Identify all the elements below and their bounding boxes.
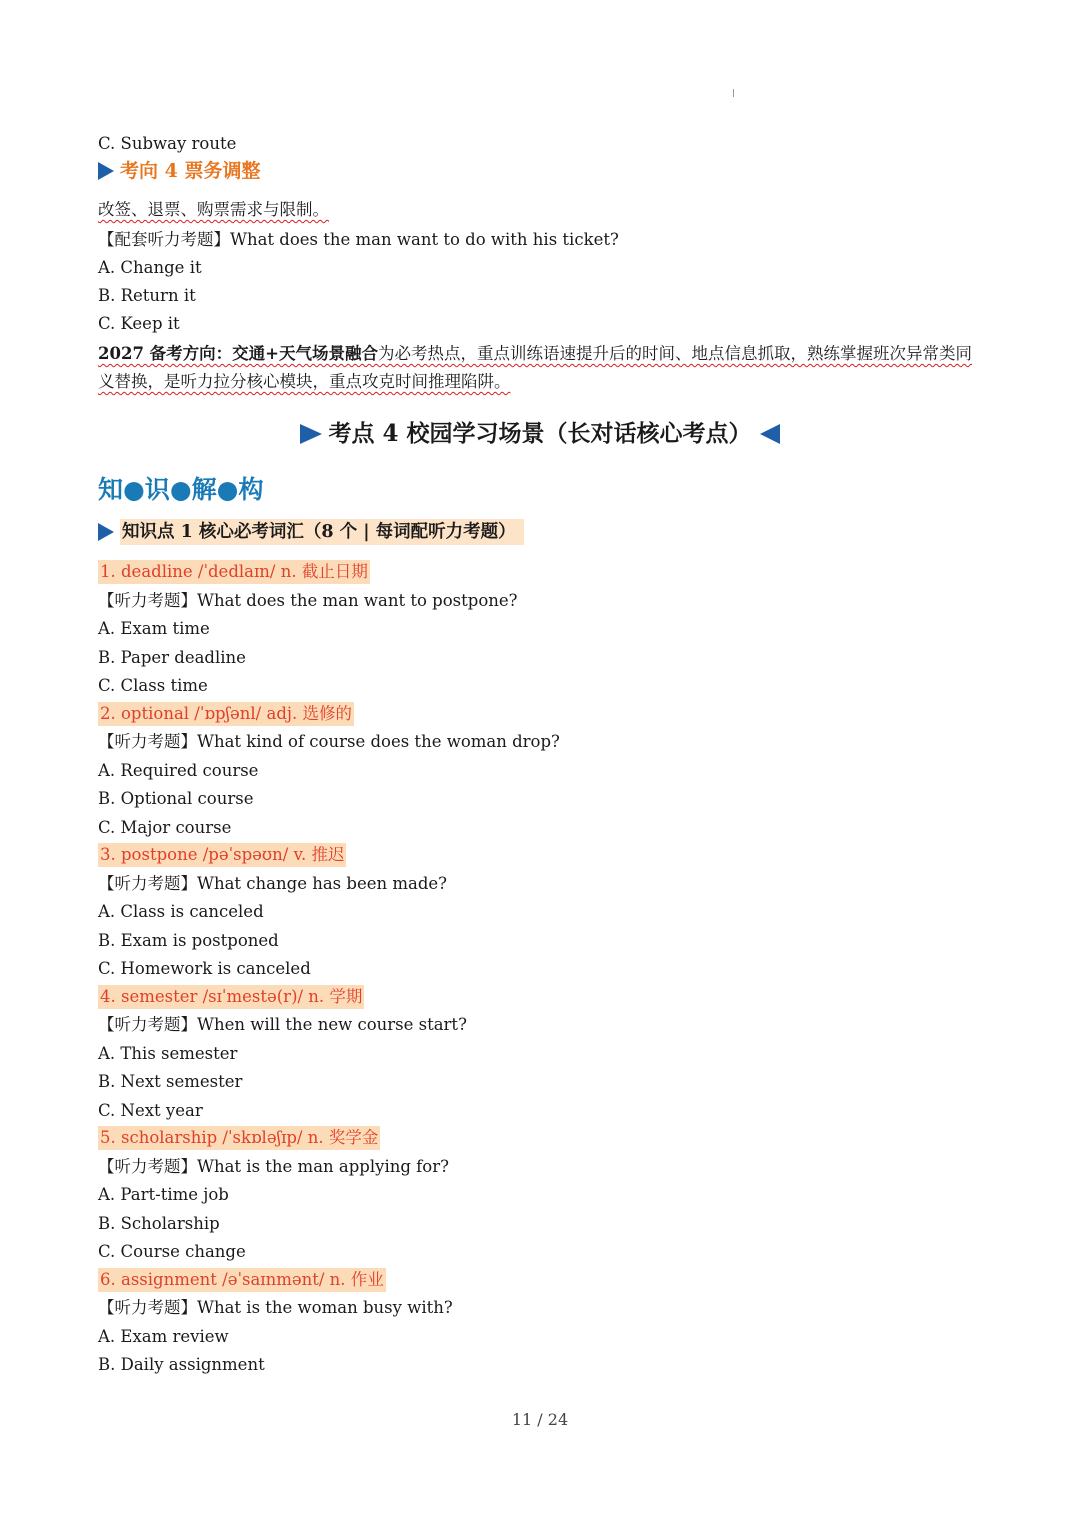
subtopic-4-option-b: B. Return it — [98, 286, 196, 305]
triangle-right-icon — [98, 523, 114, 541]
prev-option: C. Subway route — [98, 134, 237, 153]
page-mark — [733, 89, 734, 97]
subtopic-4-option-c: C. Keep it — [98, 314, 180, 333]
vocab-question: 【听力考题】What kind of course does the woman drop? — [98, 732, 560, 751]
vocab-question: 【听力考题】What does the man want to postpone? — [98, 591, 518, 610]
vocab-option: A. Class is canceled — [98, 902, 264, 921]
vocab-option: B. Next semester — [98, 1072, 243, 1091]
section-title: 考点 4 校园学习场景（长对话核心考点） — [328, 420, 752, 447]
vocab-term: 3. postpone /pəˈspəʊn/ v. 推迟 — [98, 843, 346, 867]
vocab-option: C. Homework is canceled — [98, 959, 311, 978]
vocab-option: A. This semester — [98, 1044, 238, 1063]
vocab-option: C. Course change — [98, 1242, 246, 1261]
triangle-left-icon — [760, 424, 780, 444]
vocab-question: 【听力考题】When will the new course start? — [98, 1015, 467, 1034]
vocab-option: C. Class time — [98, 676, 208, 695]
vocab-option: A. Part-time job — [98, 1185, 229, 1204]
strategy-bold: 2027 备考方向：交通+天气场景融合 — [98, 344, 378, 363]
vocab-term: 6. assignment /əˈsaɪnmənt/ n. 作业 — [98, 1268, 386, 1292]
subtopic-4-title: 考向 4 票务调整 — [120, 160, 261, 182]
vocab-term: 5. scholarship /ˈskɒləʃɪp/ n. 奖学金 — [98, 1126, 380, 1150]
strategy-note — [98, 340, 988, 396]
subtopic-4-question: 【配套听力考题】What does the man want to do with his ticket? — [98, 230, 619, 249]
triangle-right-icon — [300, 424, 322, 444]
subtopic-4-desc: 改签、退票、购票需求与限制。 — [98, 200, 329, 219]
vocab-term: 4. semester /sɪˈmestə(r)/ n. 学期 — [98, 985, 364, 1009]
vocab-option: A. Exam time — [98, 619, 210, 638]
subtopic-4-option-a: A. Change it — [98, 258, 202, 277]
vocab-option: A. Required course — [98, 761, 259, 780]
vocab-question: 【听力考题】What is the man applying for? — [98, 1157, 449, 1176]
vocab-option: C. Major course — [98, 818, 232, 837]
vocab-option: B. Exam is postponed — [98, 931, 279, 950]
vocab-option: A. Exam review — [98, 1327, 229, 1346]
vocab-option: B. Daily assignment — [98, 1355, 265, 1374]
vocab-term: 2. optional /ˈɒpʃənl/ adj. 选修的 — [98, 702, 354, 726]
subtopic-4-heading — [98, 158, 260, 184]
knowledge-title: 知●识●解●构 — [98, 475, 264, 504]
vocab-option: C. Next year — [98, 1101, 203, 1120]
vocab-term: 1. deadline /ˈdedlaɪn/ n. 截止日期 — [98, 560, 370, 584]
vocab-option: B. Optional course — [98, 789, 254, 808]
vocab-option: B. Paper deadline — [98, 648, 246, 667]
vocab-question: 【听力考题】What is the woman busy with? — [98, 1298, 453, 1317]
section-heading — [0, 419, 1080, 449]
vocab-question: 【听力考题】What change has been made? — [98, 874, 447, 893]
vocab-option: B. Scholarship — [98, 1214, 220, 1233]
page-number: 11 / 24 — [511, 1410, 569, 1429]
knowledge-point-1-title: 知识点 1 核心必考词汇（8 个 | 每词配听力考题） — [120, 519, 524, 545]
knowledge-point-1-heading — [98, 519, 524, 545]
strategy-rest: 为必考热点，重点训练语速提升后的时间、地点信息抓取，熟练掌握班次异常类同义替换，是听力拉分核心模块，重点攻克时间推理陷阱。 — [98, 344, 972, 391]
triangle-right-icon — [98, 162, 114, 180]
